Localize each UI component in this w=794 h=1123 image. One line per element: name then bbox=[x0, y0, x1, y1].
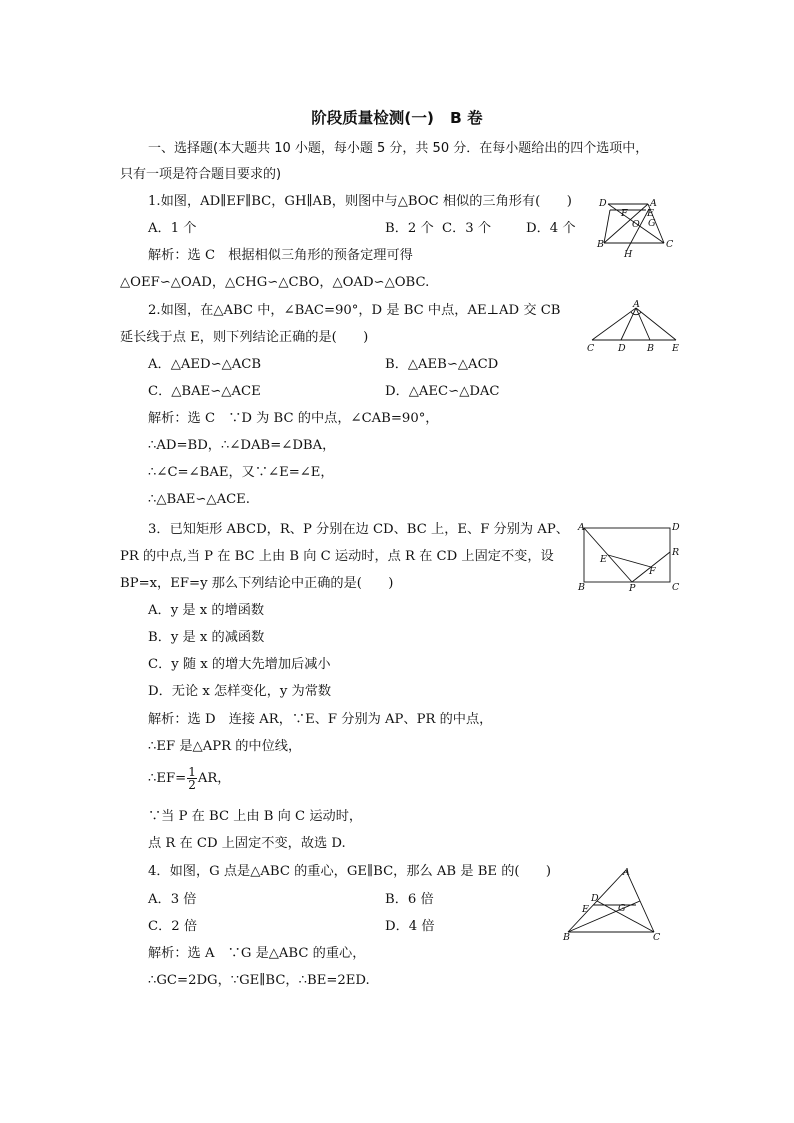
q3-option-c: C．y 随 x 的增大先增加后减小 bbox=[148, 657, 331, 672]
q4-options-row2 bbox=[148, 918, 568, 936]
q4-option-c: C．2 倍 bbox=[148, 919, 198, 934]
q3-stem-line1: 3．已知矩形 ABCD，R、P 分别在边 CD、BC 上，E、F 分别为 AP、 bbox=[148, 522, 569, 537]
q3-solution-line4: ∵当 P 在 BC 上由 B 向 C 运动时， bbox=[148, 809, 363, 824]
q3-stem-line3: BP=x，EF=y 那么下列结论中正确的是( ) bbox=[120, 576, 394, 591]
q2-label-E: E bbox=[672, 343, 679, 354]
q4-label-D: D bbox=[591, 893, 599, 904]
q3-figure bbox=[576, 520, 684, 592]
fraction-numerator: 1 bbox=[188, 765, 196, 779]
q3-sol3-post: AR， bbox=[197, 771, 231, 786]
fraction-one-half bbox=[187, 766, 197, 791]
q3-label-B: B bbox=[578, 582, 585, 592]
q4-options-row1 bbox=[148, 891, 568, 909]
q3-label-E: E bbox=[600, 554, 607, 565]
q2-option-c: C．△BAE∽△ACE bbox=[148, 384, 261, 399]
q2-label-B: B bbox=[647, 343, 654, 354]
q3-label-C: C bbox=[672, 582, 680, 592]
q4-label-C: C bbox=[653, 932, 661, 943]
q1-label-H: H bbox=[624, 249, 633, 258]
q2-options-row1 bbox=[148, 356, 568, 374]
q2-option-d: D．△AEC∽△DAC bbox=[385, 384, 500, 399]
q1-label-B: B bbox=[597, 239, 604, 250]
section-heading-line1: 一、选择题(本大题共 10 小题，每小题 5 分，共 50 分．在每小题给出的四个选项中， bbox=[148, 141, 649, 156]
q3-option-a: A．y 是 x 的增函数 bbox=[148, 603, 265, 618]
q1-figure bbox=[596, 196, 676, 258]
q3-solution-line1: 解析：选 D 连接 AR，∵E、F 分别为 AP、PR 的中点， bbox=[148, 712, 493, 727]
q2-figure bbox=[584, 300, 684, 356]
q3-label-R: R bbox=[672, 547, 680, 558]
title-main: 阶段质量检测(一) bbox=[311, 109, 434, 127]
fraction-denominator: 2 bbox=[188, 778, 196, 792]
q1-option-d: D．4 个 bbox=[526, 221, 576, 236]
q4-option-a: A．3 倍 bbox=[148, 892, 197, 907]
q3-label-A: A bbox=[578, 522, 585, 533]
q3-sol3-pre: ∴EF= bbox=[148, 771, 187, 786]
q1-option-b: B．2 个 bbox=[385, 221, 434, 236]
q3-label-P: P bbox=[629, 583, 636, 592]
q2-label-A: A bbox=[633, 300, 640, 310]
q1-label-C: C bbox=[666, 239, 674, 250]
section-heading-line2: 只有一项是符合题目要求的) bbox=[120, 167, 282, 182]
q1-label-E: E bbox=[647, 208, 654, 219]
q4-solution-line1: 解析：选 A ∵G 是△ABC 的重心， bbox=[148, 946, 366, 961]
q4-label-A: A bbox=[623, 867, 630, 878]
q4-label-B: B bbox=[563, 932, 570, 943]
q1-label-D: D bbox=[599, 198, 607, 209]
q1-option-c: C．3 个 bbox=[442, 221, 492, 236]
q4-stem: 4．如图，G 点是△ABC 的重心，GE∥BC，那么 AB 是 BE 的( ) bbox=[148, 864, 552, 879]
q2-option-a: A．△AED∽△ACB bbox=[148, 357, 262, 372]
q1-option-a: A．1 个 bbox=[148, 221, 197, 236]
q2-stem-line2: 延长线于点 E，则下列结论正确的是( ) bbox=[120, 330, 369, 345]
q3-option-d: D．无论 x 怎样变化，y 为常数 bbox=[148, 684, 332, 699]
q3-stem-line2: PR 的中点,当 P 在 BC 上由 B 向 C 运动时，点 R 在 CD 上固定不变，设 bbox=[120, 549, 554, 564]
q1-label-F: F bbox=[621, 208, 628, 219]
q1-label-A: A bbox=[650, 198, 657, 209]
q1-solution-line2: △OEF∽△OAD，△CHG∽△CBO，△OAD∽△OBC. bbox=[120, 275, 430, 290]
q4-option-b: B．6 倍 bbox=[385, 892, 434, 907]
q2-solution-line3: ∴∠C=∠BAE，又∵∠E=∠E， bbox=[148, 465, 334, 480]
q2-solution-line4: ∴△BAE∽△ACE. bbox=[148, 492, 250, 507]
q4-figure bbox=[560, 862, 670, 944]
q2-options-row2 bbox=[148, 383, 568, 401]
q1-solution-line1: 解析：选 C 根据相似三角形的预备定理可得 bbox=[148, 248, 413, 263]
q2-stem-line1: 2.如图，在△ABC 中，∠BAC=90°，D 是 BC 中点，AE⊥AD 交 CB bbox=[148, 303, 561, 318]
q3-option-b: B．y 是 x 的减函数 bbox=[148, 630, 265, 645]
q4-label-G: G bbox=[618, 903, 626, 914]
q1-options bbox=[148, 220, 608, 238]
q3-label-F: F bbox=[649, 566, 656, 577]
q4-label-E: E bbox=[582, 904, 589, 915]
q2-solution-line2: ∴AD=BD，∴∠DAB=∠DBA， bbox=[148, 438, 336, 453]
q2-solution-line1: 解析：选 C ∵D 为 BC 的中点，∠CAB=90°， bbox=[148, 411, 439, 426]
q2-option-b: B．△AEB∽△ACD bbox=[385, 357, 499, 372]
q3-label-D: D bbox=[672, 522, 680, 533]
q3-solution-line2: ∴EF 是△APR 的中位线， bbox=[148, 739, 302, 754]
page-title bbox=[0, 106, 794, 128]
q3-solution-line5: 点 R 在 CD 上固定不变，故选 D. bbox=[148, 836, 346, 851]
q1-label-O: O bbox=[632, 219, 640, 230]
q2-label-C: C bbox=[587, 343, 595, 354]
title-part: B 卷 bbox=[449, 109, 483, 127]
q4-option-d: D．4 倍 bbox=[385, 919, 435, 934]
q2-label-D: D bbox=[618, 343, 626, 354]
q1-stem: 1.如图，AD∥EF∥BC，GH∥AB，则图中与△BOC 相似的三角形有( ) bbox=[148, 194, 572, 209]
q3-solution-line3 bbox=[148, 766, 231, 791]
q4-solution-line2: ∴GC=2DG，∵GE∥BC，∴BE=2ED. bbox=[148, 973, 370, 988]
q1-label-G: G bbox=[648, 218, 656, 229]
